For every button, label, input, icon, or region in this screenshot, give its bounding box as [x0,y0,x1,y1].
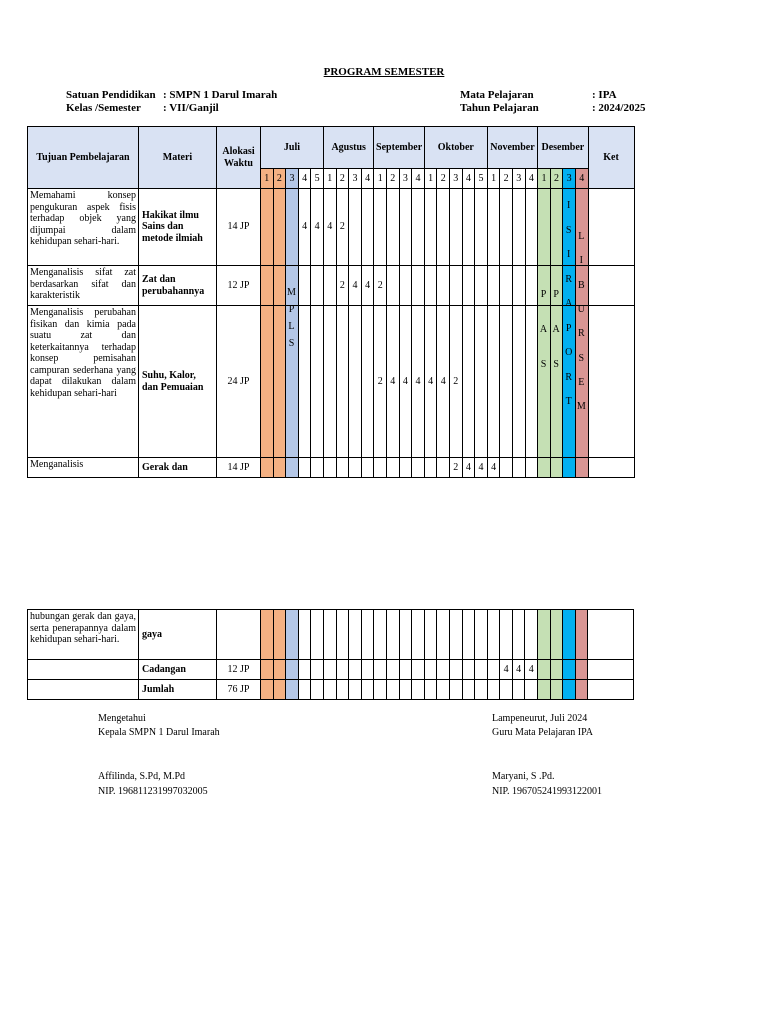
week-number: 3 [399,169,412,189]
week-cell [525,680,538,700]
week-cell [487,189,500,266]
week-cell: 4 [412,306,425,458]
week-cell [550,189,563,266]
week-cell: 4 [525,660,538,680]
week-cell [261,458,274,478]
week-cell [512,680,525,700]
week-cell [512,189,525,266]
week-cell [563,458,576,478]
week-cell [386,189,399,266]
week-cell [462,610,475,660]
vertical-label-isi-raport: T [565,396,572,407]
week-cell [424,458,437,478]
week-cell [349,458,362,478]
week-number: 1 [323,169,336,189]
week-cell [487,266,500,306]
vertical-label-isi-raport: I [567,200,571,211]
week-cell [512,306,525,458]
week-cell [311,660,324,680]
week-number: 4 [298,169,311,189]
week-cell [399,189,412,266]
alokasi-cell: 12 JP [217,660,261,680]
vertical-label-pas-1: A [539,324,548,335]
col-month: November [487,127,537,169]
vertical-label-mpls: S [288,338,295,349]
week-cell [261,306,274,458]
week-number: 4 [525,169,538,189]
week-cell: 4 [500,660,513,680]
week-cell [336,660,349,680]
week-number: 3 [563,169,576,189]
week-cell [475,306,488,458]
week-cell [500,610,513,660]
week-cell: 2 [336,266,349,306]
week-number: 2 [500,169,513,189]
kelas-value: : VII/Ganjil [163,102,219,114]
alokasi-cell: 12 JP [217,266,261,306]
week-cell [298,680,311,700]
week-number: 5 [475,169,488,189]
week-cell [449,660,462,680]
week-cell: 4 [462,458,475,478]
week-cell: 4 [323,189,336,266]
ket-cell [588,680,634,700]
vertical-label-libur-semester: I [579,255,583,267]
week-cell [437,660,450,680]
alokasi-cell: 14 JP [217,189,261,266]
week-cell [550,610,563,660]
tujuan-cell: hubungan gerak dan gaya, serta penerapannya dalam kehidupan sehari-hari. [28,610,139,660]
week-cell [298,306,311,458]
vertical-label-mpls: P [288,304,295,315]
vertical-label-isi-raport: P [565,322,572,334]
satuan-value: : SMPN 1 Darul Imarah [163,89,278,101]
week-cell [450,189,463,266]
vertical-label-pas-2: P [553,289,559,300]
week-cell [500,680,513,700]
week-cell [563,610,576,660]
week-number: 2 [386,169,399,189]
week-cell [399,458,412,478]
week-cell [273,306,286,458]
week-cell [261,266,274,306]
week-cell [311,266,324,306]
week-cell [286,458,299,478]
week-cell [273,189,286,266]
alokasi-cell [217,610,261,660]
week-cell [525,610,538,660]
vertical-label-pas-2: S [553,359,559,370]
week-cell: 4 [386,306,399,458]
week-cell [412,660,425,680]
vertical-label-mpls: M [287,287,296,298]
sig-right-nip: NIP. 196705241993122001 [492,786,603,797]
week-cell [475,680,488,700]
ket-cell [588,266,634,306]
week-cell [286,610,299,660]
week-cell [475,610,488,660]
rows2-row [28,610,634,660]
week-cell [487,610,500,660]
week-cell: 4 [311,189,324,266]
week-cell [525,189,538,266]
vertical-label-libur-semester: B [577,279,585,291]
ket-cell [588,610,634,660]
mapel-label: Mata Pelajaran [460,89,534,101]
week-cell: 4 [361,266,374,306]
week-number: 4 [412,169,425,189]
tujuan-cell: Menganalisis sifat zat berdasarkan sifat dan karakteristik [28,266,139,306]
week-cell [323,680,336,700]
ket-cell [588,660,634,680]
week-cell [349,306,362,458]
materi-cell: Gerak dan [139,458,217,478]
vertical-label-libur-semester: R [577,328,585,340]
col-month: Juli [261,127,324,169]
week-cell [349,189,362,266]
week-cell [399,610,412,660]
materi-cell: Hakikat ilmu Sains dan metode ilmiah [139,189,217,266]
week-cell [437,610,450,660]
week-cell [462,660,475,680]
week-cell [575,458,588,478]
sig-left-nip: NIP. 196811231997032005 [98,786,208,797]
week-cell [512,266,525,306]
col-month: Desember [538,127,588,169]
week-cell: 4 [475,458,488,478]
alokasi-cell: 24 JP [217,306,261,458]
alokasi-cell: 14 JP [217,458,261,478]
week-cell [298,458,311,478]
week-number: 4 [575,169,588,189]
rows-row [28,458,635,478]
vertical-label-libur-semester: E [578,376,585,388]
vertical-label-isi-raport: R [565,371,573,383]
vertical-label-pas-1: P [540,289,547,300]
week-cell [450,266,463,306]
week-number: 1 [374,169,387,189]
week-cell [273,610,286,660]
week-cell [563,660,576,680]
page-title: PROGRAM SEMESTER [323,66,445,78]
vertical-label-libur-semester: S [578,352,585,364]
week-number: 5 [311,169,324,189]
vertical-label-isi-raport: R [565,273,573,285]
tujuan-cell: Memahami konsep pengukuran aspek fisis terhadap objek yang dijumpai dalam kehidupan sehari-hari. [28,189,139,266]
week-cell [512,610,525,660]
week-cell [538,458,551,478]
vertical-label-isi-raport: O [565,347,573,358]
week-cell [386,266,399,306]
week-cell [323,266,336,306]
week-cell [525,306,538,458]
col-materi: Materi [139,127,217,189]
week-number: 1 [261,169,274,189]
week-cell: 2 [450,306,463,458]
tujuan-cell [28,660,139,680]
week-cell [412,680,425,700]
col-month: Agustus [323,127,373,169]
vertical-label-isi-raport: A [565,298,573,309]
week-number: 1 [487,169,500,189]
vertical-label-isi-raport: S [565,224,572,236]
week-number: 3 [450,169,463,189]
week-cell [374,680,387,700]
week-cell [575,680,588,700]
week-cell [273,458,286,478]
week-number: 1 [424,169,437,189]
alokasi-cell: 76 JP [217,680,261,700]
week-cell [487,306,500,458]
week-cell [512,458,525,478]
week-cell [462,306,475,458]
tujuan-cell [28,680,139,700]
col-tujuan: Tujuan Pembelajaran [28,127,139,189]
week-cell [462,680,475,700]
tahun-value: : 2024/2025 [592,102,646,114]
week-cell [386,680,399,700]
sig-left-line2: Kepala SMPN 1 Darul Imarah [98,727,220,738]
week-cell [298,610,311,660]
week-cell: 4 [424,306,437,458]
week-cell [449,680,462,700]
week-cell [449,610,462,660]
week-cell [399,680,412,700]
week-number: 2 [437,169,450,189]
week-cell [361,458,374,478]
week-cell [323,660,336,680]
week-cell [525,266,538,306]
week-cell: 4 [512,660,525,680]
week-cell [298,660,311,680]
week-cell [550,680,563,700]
week-number: 3 [286,169,299,189]
week-cell [424,610,437,660]
ket-cell [588,189,634,266]
semester-table-bottom [27,609,634,700]
vertical-label-isi-raport: I [567,249,571,260]
week-cell: 2 [374,266,387,306]
week-cell [437,458,450,478]
week-cell [323,458,336,478]
week-cell [500,189,513,266]
kelas-label: Kelas /Semester [66,102,141,114]
sig-left-name: Affilinda, S.Pd, M.Pd [98,771,186,782]
materi-cell: Zat dan perubahannya [139,266,217,306]
materi-cell: Suhu, Kalor, dan Pemuaian [139,306,217,458]
week-number: 4 [462,169,475,189]
week-cell [399,660,412,680]
vertical-label-libur-semester: L [578,231,585,242]
week-cell [311,680,324,700]
week-cell [575,660,588,680]
week-number: 1 [538,169,551,189]
week-cell [336,458,349,478]
rows-row [28,189,635,266]
week-cell [424,680,437,700]
col-month: September [374,127,424,169]
week-cell [311,610,324,660]
week-cell [538,189,551,266]
week-cell [575,610,588,660]
week-cell [462,266,475,306]
week-cell [361,189,374,266]
week-cell [550,458,563,478]
week-cell: 2 [450,458,463,478]
week-cell [261,610,274,660]
week-cell [386,458,399,478]
ket-cell [588,458,634,478]
week-cell [374,458,387,478]
week-cell [437,189,450,266]
week-cell [261,660,274,680]
week-cell [361,660,374,680]
week-cell [563,680,576,700]
week-cell [286,189,299,266]
week-cell [273,660,286,680]
week-number: 3 [512,169,525,189]
week-number: 3 [349,169,362,189]
week-cell: 2 [374,306,387,458]
week-cell [349,680,362,700]
week-cell: 4 [487,458,500,478]
week-cell [311,458,324,478]
week-cell [336,610,349,660]
sig-right-line2: Guru Mata Pelajaran IPA [492,727,593,738]
satuan-label: Satuan Pendidikan [66,89,156,101]
week-cell [487,660,500,680]
week-cell [361,680,374,700]
header-row-months [28,127,635,169]
week-cell [261,189,274,266]
materi-cell: Jumlah [139,680,217,700]
week-cell [386,610,399,660]
week-cell: 4 [349,266,362,306]
week-number: 2 [550,169,563,189]
week-cell [487,680,500,700]
tahun-label: Tahun Pelajaran [460,102,539,114]
week-cell [538,610,551,660]
vertical-label-libur-semester: M [576,401,586,413]
week-number: 2 [273,169,286,189]
week-cell [475,660,488,680]
col-month: Oktober [424,127,487,169]
week-cell [323,306,336,458]
week-cell [374,660,387,680]
week-cell [412,610,425,660]
vertical-label-libur-semester: U [577,303,585,315]
week-cell [273,680,286,700]
materi-cell: gaya [139,610,217,660]
week-cell [500,266,513,306]
week-cell [475,189,488,266]
week-cell: 4 [437,306,450,458]
week-number: 4 [361,169,374,189]
ket-cell [588,306,634,458]
week-cell [374,189,387,266]
sig-right-name: Maryani, S .Pd. [492,771,555,782]
week-number: 2 [336,169,349,189]
week-cell [538,660,551,680]
week-cell [475,266,488,306]
vertical-label-pas-1: S [540,359,547,370]
week-cell [323,610,336,660]
week-cell [361,306,374,458]
tujuan-cell: Menganalisis perubahan fisikan dan kimia pada suatu zat dan keterkaitannya terhadap konsep pemisahan campuran sederhana yang dapat dilakukan dalam kehidupan sehari-hari [28,306,139,458]
week-cell [386,660,399,680]
week-cell [525,458,538,478]
rows2-row [28,680,634,700]
vertical-label-mpls: L [288,321,295,332]
week-cell [412,458,425,478]
week-cell [273,266,286,306]
week-cell [399,266,412,306]
week-cell: 4 [298,189,311,266]
week-cell [349,660,362,680]
week-cell [424,266,437,306]
week-cell [424,660,437,680]
week-cell: 4 [399,306,412,458]
week-cell [437,266,450,306]
col-ket: Ket [588,127,634,189]
week-cell [374,610,387,660]
vertical-label-pas-2: A [552,324,560,335]
week-cell [538,680,551,700]
col-alokasi: Alokasi Waktu [217,127,261,189]
week-cell [311,306,324,458]
sig-right-line1: Lampeneurut, Juli 2024 [492,713,588,724]
week-cell [424,189,437,266]
week-cell [361,610,374,660]
week-cell [349,610,362,660]
tujuan-cell: Menganalisis [28,458,139,478]
rows2-row [28,660,634,680]
sig-left-line1: Mengetahui [98,713,146,724]
week-cell [261,680,274,700]
week-cell [298,266,311,306]
week-cell: 2 [336,189,349,266]
week-cell [286,680,299,700]
week-cell [500,458,513,478]
week-cell [336,306,349,458]
materi-cell: Cadangan [139,660,217,680]
week-cell [286,660,299,680]
week-cell [462,189,475,266]
week-cell [412,189,425,266]
week-cell [412,266,425,306]
week-cell [500,306,513,458]
week-cell [336,680,349,700]
week-cell [437,680,450,700]
mapel-value: : IPA [592,89,617,101]
week-cell [550,660,563,680]
